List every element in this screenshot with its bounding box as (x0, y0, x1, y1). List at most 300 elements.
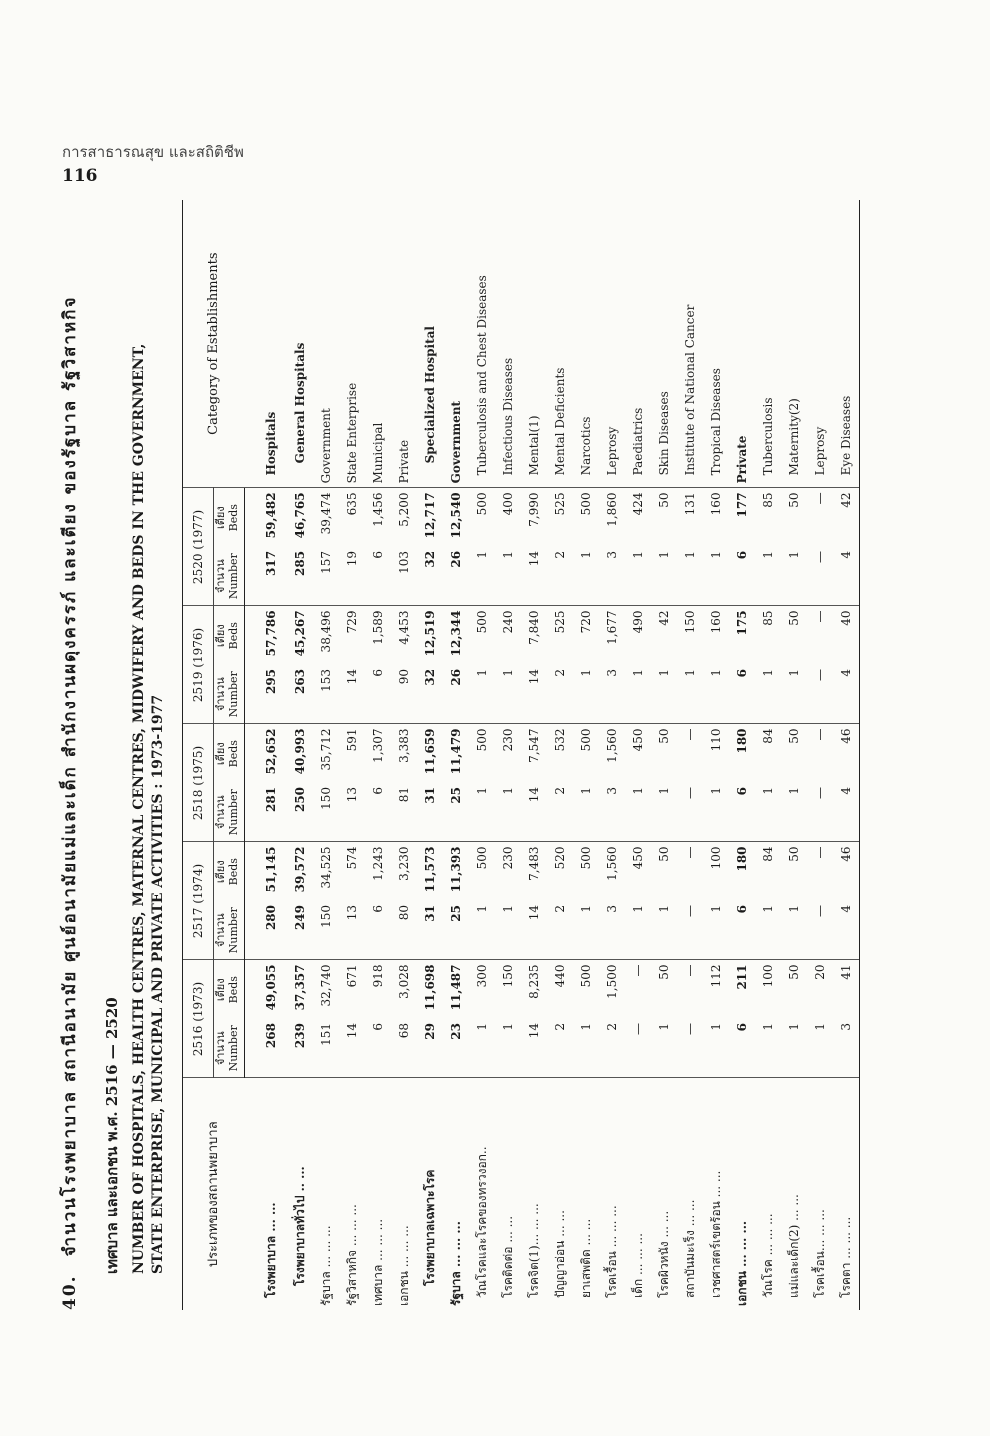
cell-number: 1 (469, 901, 495, 960)
cell-number: 1 (703, 1019, 729, 1078)
cell-beds: 918 (371, 964, 385, 988)
cell-number: 3 (599, 901, 625, 960)
column-header-number-thai: จำนวน (214, 677, 227, 712)
row-label-thai: วัณโรคและโรคของทรวงอก.. (475, 1146, 489, 1298)
cell-beds: 32,740 (319, 964, 333, 1007)
cell-number: — (807, 783, 833, 842)
row-label-english: Eye Diseases (833, 200, 860, 488)
cell-beds: 150 (683, 610, 697, 634)
column-header-number-english: Number (227, 1025, 240, 1072)
cell-number: 6 (365, 901, 391, 960)
cell-beds: 500 (579, 964, 593, 988)
column-header-beds-english: Beds (227, 858, 240, 886)
row-label-thai: โรคติดต่อ ... ... (501, 1215, 515, 1298)
cell-beds: 50 (657, 964, 671, 980)
cell-beds: 35,712 (319, 728, 333, 771)
cell-number: 1 (469, 783, 495, 842)
table-row (469, 200, 495, 1310)
cell-number: 295 (245, 665, 288, 724)
row-label-thai: วัณโรค ... ... ... (761, 1213, 775, 1298)
cell-number: 1 (469, 547, 495, 606)
cell-number: 6 (729, 665, 755, 724)
cell-number: 1 (495, 665, 521, 724)
cell-number: 26 (443, 665, 469, 724)
column-header-beds (214, 724, 245, 783)
cell-number: 280 (245, 901, 288, 960)
cell-number: 1 (651, 665, 677, 724)
cell-beds: 500 (579, 846, 593, 870)
cell-beds: 1,560 (605, 846, 619, 881)
row-label-english: General Hospitals (287, 200, 313, 488)
cell-number: 6 (365, 1019, 391, 1078)
cell-beds: 131 (683, 492, 697, 516)
cell-number: 4 (833, 547, 860, 606)
cell-number: 1 (573, 901, 599, 960)
cell-beds: 50 (657, 846, 671, 862)
cell-beds: 11,487 (449, 964, 463, 1011)
cell-beds: — (631, 964, 645, 977)
cell-number: 2 (547, 665, 573, 724)
cell-beds: 7,547 (527, 728, 541, 763)
cell-number: 1 (625, 547, 651, 606)
cell-beds: 52,652 (264, 728, 278, 775)
cell-number: 1 (755, 901, 781, 960)
cell-number: 6 (365, 783, 391, 842)
cell-number: 1 (495, 547, 521, 606)
cell-number: 1 (781, 547, 807, 606)
row-label-english: Mental Deficients (547, 200, 573, 488)
cell-number: 1 (469, 1019, 495, 1078)
cell-beds: 500 (579, 728, 593, 752)
row-label-english: Institute of National Cancer (677, 200, 703, 488)
cell-number: 1 (703, 547, 729, 606)
cell-beds: 424 (631, 492, 645, 516)
cell-beds: 500 (475, 492, 489, 516)
cell-number: 3 (599, 783, 625, 842)
cell-beds: 500 (579, 492, 593, 516)
cell-beds: 11,573 (423, 846, 437, 893)
cell-beds: — (813, 728, 827, 741)
cell-beds: 500 (475, 728, 489, 752)
cell-beds: 7,990 (527, 492, 541, 527)
table-row (703, 200, 729, 1310)
cell-beds: 100 (761, 964, 775, 988)
cell-beds: 240 (501, 610, 515, 634)
table-row (287, 200, 313, 1310)
cell-number: 1 (781, 783, 807, 842)
cell-beds: 12,717 (423, 492, 437, 539)
cell-beds: 42 (833, 488, 860, 547)
cell-beds: 300 (475, 964, 489, 988)
column-header-number-english: Number (227, 789, 240, 836)
cell-beds: 591 (345, 728, 359, 752)
cell-beds: 574 (345, 846, 359, 870)
cell-number: 1 (495, 783, 521, 842)
cell-beds: 85 (761, 610, 775, 626)
page-number: 116 (62, 166, 98, 186)
cell-number: 2 (547, 783, 573, 842)
row-label-english: Private (391, 200, 417, 488)
cell-beds: 50 (787, 964, 801, 980)
cell-number: 6 (729, 901, 755, 960)
table-row (391, 200, 417, 1310)
column-header-year: 2516 (1973) (183, 960, 214, 1078)
cell-beds: 160 (709, 610, 723, 634)
column-header-beds-thai: เตียง (214, 742, 227, 766)
cell-number: 19 (339, 547, 365, 606)
cell-beds: 175 (735, 610, 749, 636)
cell-beds: 160 (709, 492, 723, 516)
cell-number: 1 (703, 783, 729, 842)
cell-number: 14 (339, 1019, 365, 1078)
cell-beds: 37,357 (293, 964, 307, 1011)
row-label-english: State Enterprise (339, 200, 365, 488)
cell-beds: 720 (579, 610, 593, 634)
cell-beds: 40,993 (293, 728, 307, 775)
cell-beds: — (683, 964, 697, 977)
cell-beds: 110 (709, 728, 723, 752)
cell-number: 1 (651, 901, 677, 960)
cell-beds: 450 (631, 728, 645, 752)
table-row (443, 200, 469, 1310)
row-label-thai: แม่และเด็ก(2) ... ... (787, 1194, 801, 1298)
cell-beds: — (813, 846, 827, 859)
cell-number: — (677, 901, 703, 960)
cell-number: 31 (417, 783, 443, 842)
row-label-thai: เวชศาสตร์เขตร้อน ... ... (709, 1170, 723, 1298)
row-label-thai: เด็ก ... ... ... (631, 1233, 645, 1298)
cell-number: 6 (729, 1019, 755, 1078)
cell-beds: 12,540 (449, 492, 463, 539)
column-header-beds-english: Beds (227, 622, 240, 650)
table-title-thai-line1: จำนวนโรงพยาบาล สถานีอนามัย ศูนย์อนามัยแม่และเด็ก สำนักงานผดุงครรภ์ และเตียง ของรัฐบาล รัฐวิสาหกิจ (60, 295, 80, 1257)
cell-beds: 1,307 (371, 728, 385, 763)
row-label-english: Tuberculosis and Chest Diseases (469, 200, 495, 488)
cell-number: 1 (755, 783, 781, 842)
cell-number: 31 (417, 901, 443, 960)
cell-number: 4 (833, 665, 860, 724)
cell-number: — (677, 783, 703, 842)
cell-number: 1 (651, 1019, 677, 1078)
cell-number: 285 (287, 547, 313, 606)
cell-number: 23 (443, 1019, 469, 1078)
cell-beds: 39,474 (319, 492, 333, 535)
cell-beds: 45,267 (293, 610, 307, 657)
cell-number: 2 (547, 547, 573, 606)
table-row (417, 200, 443, 1310)
cell-beds: 11,479 (449, 728, 463, 775)
cell-beds: 3,028 (397, 964, 411, 999)
cell-beds: 12,344 (449, 610, 463, 657)
cell-beds: 729 (345, 610, 359, 634)
cell-number: — (807, 901, 833, 960)
cell-beds: 1,500 (605, 964, 619, 999)
cell-number: 1 (755, 665, 781, 724)
table-row (339, 200, 365, 1310)
cell-beds: 50 (657, 728, 671, 744)
column-header-number-english: Number (227, 671, 240, 718)
cell-number: 68 (391, 1019, 417, 1078)
row-label-english: Paediatrics (625, 200, 651, 488)
cell-number: 151 (313, 1019, 339, 1078)
cell-beds: 635 (345, 492, 359, 516)
table-row (573, 200, 599, 1310)
cell-beds: 7,840 (527, 610, 541, 645)
cell-beds: 1,243 (371, 846, 385, 881)
cell-beds: 11,393 (449, 846, 463, 893)
cell-beds: 490 (631, 610, 645, 634)
cell-beds: 671 (345, 964, 359, 988)
row-label-thai: โรงพยาบาล ... ... (263, 1202, 278, 1298)
cell-number: 6 (365, 547, 391, 606)
cell-number: 32 (417, 547, 443, 606)
cell-number: 1 (573, 783, 599, 842)
cell-beds: 34,525 (319, 846, 333, 889)
column-header-beds-thai: เตียง (214, 860, 227, 884)
cell-beds: 46 (833, 724, 860, 783)
cell-beds: 49,055 (264, 964, 278, 1011)
row-label-thai: โรคเรื้อน... ... ... (813, 1209, 827, 1298)
header-year-row (183, 200, 214, 1310)
table-title-english-line1: NUMBER OF HOSPITALS, HEALTH CENTRES, MATERNAL CENTRES, MIDWIFERY AND BEDS IN THE GOVERNMENT, (131, 343, 147, 1274)
row-label-english: Private (729, 200, 755, 488)
table-number: 40. (60, 1274, 80, 1310)
column-header-beds-english: Beds (227, 504, 240, 532)
cell-beds: 450 (631, 846, 645, 870)
cell-number: 1 (677, 547, 703, 606)
cell-number: 14 (339, 665, 365, 724)
cell-number: 4 (833, 901, 860, 960)
column-header-beds-thai: เตียง (214, 624, 227, 648)
cell-number: 14 (521, 547, 547, 606)
column-header-number-english: Number (227, 907, 240, 954)
column-header-number-thai: จำนวน (214, 559, 227, 594)
cell-beds: 50 (787, 492, 801, 508)
row-label-thai: ยาเสพติด ... ... (579, 1218, 593, 1298)
row-label-english: Tropical Diseases (703, 200, 729, 488)
cell-beds: 46 (833, 842, 860, 901)
table-title-thai (56, 296, 83, 1310)
cell-number: 239 (287, 1019, 313, 1078)
cell-beds: 50 (787, 846, 801, 862)
table-row (729, 200, 755, 1310)
cell-beds: 177 (735, 492, 749, 518)
column-header-beds (214, 606, 245, 665)
cell-beds: 440 (553, 964, 567, 988)
cell-beds: 46,765 (293, 492, 307, 539)
page-header (62, 140, 244, 186)
cell-beds: — (813, 492, 827, 505)
table-row (807, 200, 833, 1310)
cell-beds: 11,659 (423, 728, 437, 775)
column-header-number (214, 547, 245, 606)
row-label-english: Specialized Hospital (417, 200, 443, 488)
cell-number: 1 (625, 901, 651, 960)
row-label-english: Infectious Diseases (495, 200, 521, 488)
cell-number: 317 (245, 547, 288, 606)
cell-beds: 50 (657, 492, 671, 508)
row-label-english: Mental(1) (521, 200, 547, 488)
cell-number: 6 (729, 547, 755, 606)
cell-number: 150 (313, 901, 339, 960)
cell-beds: 84 (761, 728, 775, 744)
row-label-english: Leprosy (807, 200, 833, 488)
row-label-thai: สถาบันมะเร็ง ... ... (683, 1199, 697, 1298)
cell-beds: 85 (761, 492, 775, 508)
table-row (547, 200, 573, 1310)
table-row (521, 200, 547, 1310)
cell-beds: 1,560 (605, 728, 619, 763)
cell-beds: 180 (735, 846, 749, 872)
cell-number: 249 (287, 901, 313, 960)
cell-number: 14 (521, 665, 547, 724)
cell-beds: 5,200 (397, 492, 411, 527)
row-label-thai: โรงพยาบาลทั่วไป .. ... (293, 1166, 307, 1286)
cell-beds: 1,677 (605, 610, 619, 645)
cell-number: 1 (755, 1019, 781, 1078)
cell-number: 3 (599, 547, 625, 606)
column-header-beds-english: Beds (227, 976, 240, 1004)
running-section-title: การสาธารณสุข และสถิติชีพ (62, 143, 244, 161)
cell-beds: 8,235 (527, 964, 541, 999)
column-header-number-thai: จำนวน (214, 1031, 227, 1066)
column-header-beds-english: Beds (227, 740, 240, 768)
cell-number: 3 (599, 665, 625, 724)
cell-number: 1 (781, 901, 807, 960)
table-title-english (130, 214, 168, 1274)
column-header-year: 2517 (1974) (183, 842, 214, 960)
cell-number: 281 (245, 783, 288, 842)
cell-beds: 4,453 (397, 610, 411, 645)
cell-number: 13 (339, 783, 365, 842)
row-label-thai: โรงพยาบาลเฉพาะโรค (423, 1169, 437, 1286)
cell-beds: 84 (761, 846, 775, 862)
cell-beds: 400 (501, 492, 515, 516)
table-row (599, 200, 625, 1310)
cell-beds: 500 (475, 846, 489, 870)
row-label-thai: รัฐบาล ... ... ... (319, 1225, 333, 1306)
column-header-beds (214, 488, 245, 547)
table-row (365, 200, 391, 1310)
cell-number: 32 (417, 665, 443, 724)
table-row (677, 200, 703, 1310)
column-header-year: 2518 (1975) (183, 724, 214, 842)
cell-number: 1 (703, 901, 729, 960)
cell-number: — (807, 547, 833, 606)
row-label-english: Tuberculosis (755, 200, 781, 488)
row-label-english: Municipal (365, 200, 391, 488)
cell-number: 2 (547, 1019, 573, 1078)
column-header-beds-thai: เตียง (214, 978, 227, 1002)
cell-number: 103 (391, 547, 417, 606)
cell-beds: 150 (501, 964, 515, 988)
cell-beds: 520 (553, 846, 567, 870)
cell-beds: 100 (709, 846, 723, 870)
cell-beds: 12,519 (423, 610, 437, 657)
cell-beds: 40 (833, 606, 860, 665)
cell-number: 90 (391, 665, 417, 724)
cell-number: 6 (365, 665, 391, 724)
cell-number: 1 (573, 547, 599, 606)
row-label-english: Narcotics (573, 200, 599, 488)
cell-number: 13 (339, 901, 365, 960)
column-header-beds (214, 842, 245, 901)
column-header-category-thai: ประเภทของสถานพยาบาล (183, 1078, 245, 1310)
cell-beds: 230 (501, 846, 515, 870)
cell-number: 1 (495, 1019, 521, 1078)
cell-beds: 532 (553, 728, 567, 752)
cell-number: 1 (703, 665, 729, 724)
cell-beds: 57,786 (264, 610, 278, 657)
cell-beds: 525 (553, 610, 567, 634)
column-header-number (214, 665, 245, 724)
column-header-beds-thai: เตียง (214, 506, 227, 530)
cell-number: 153 (313, 665, 339, 724)
cell-beds: 42 (657, 610, 671, 626)
cell-beds: 51,145 (264, 846, 278, 893)
row-label-english: Government (313, 200, 339, 488)
cell-number: 14 (521, 783, 547, 842)
row-label-thai: เทศบาล ... ... ... (371, 1218, 385, 1306)
cell-number: 4 (833, 783, 860, 842)
column-header-number-thai: จำนวน (214, 913, 227, 948)
row-label-thai: ปัญญาอ่อน ... ... (553, 1210, 567, 1298)
cell-number: 1 (677, 665, 703, 724)
cell-beds: 180 (735, 728, 749, 754)
table-row (313, 200, 339, 1310)
row-label-thai: เอกชน ... ... ... (735, 1220, 749, 1306)
cell-beds: 230 (501, 728, 515, 752)
cell-number: 1 (651, 783, 677, 842)
column-header-number-thai: จำนวน (214, 795, 227, 830)
cell-beds: 3,230 (397, 846, 411, 881)
cell-number: — (625, 1019, 651, 1078)
cell-number: 1 (651, 547, 677, 606)
cell-beds: 1,589 (371, 610, 385, 645)
cell-number: 1 (495, 901, 521, 960)
cell-beds: 1,456 (371, 492, 385, 527)
table-row (833, 200, 860, 1310)
cell-beds: — (683, 846, 697, 859)
cell-beds: 41 (833, 960, 860, 1019)
cell-beds: 59,482 (264, 492, 278, 539)
cell-beds: 50 (787, 728, 801, 744)
cell-number: 29 (417, 1019, 443, 1078)
cell-number: 6 (729, 783, 755, 842)
table-row (245, 200, 288, 1310)
row-label-english: Government (443, 200, 469, 488)
cell-number: 25 (443, 783, 469, 842)
cell-number: 81 (391, 783, 417, 842)
cell-beds: 211 (735, 964, 749, 990)
cell-number: 2 (599, 1019, 625, 1078)
row-label-thai: โรคจิต(1)... ... ... (527, 1203, 541, 1298)
cell-beds: 39,572 (293, 846, 307, 893)
cell-number: 1 (625, 783, 651, 842)
cell-number: 1 (469, 665, 495, 724)
cell-number: 157 (313, 547, 339, 606)
row-label-thai: เอกชน ... ... ... (397, 1225, 411, 1306)
row-label-english: Skin Diseases (651, 200, 677, 488)
cell-number: 80 (391, 901, 417, 960)
cell-number: 1 (573, 1019, 599, 1078)
column-header-number-english: Number (227, 553, 240, 600)
cell-beds: 7,483 (527, 846, 541, 881)
cell-number: — (677, 1019, 703, 1078)
row-label-thai: โรคผิวหนัง ... ... (657, 1210, 671, 1298)
cell-beds: 50 (787, 610, 801, 626)
cell-number: — (807, 665, 833, 724)
